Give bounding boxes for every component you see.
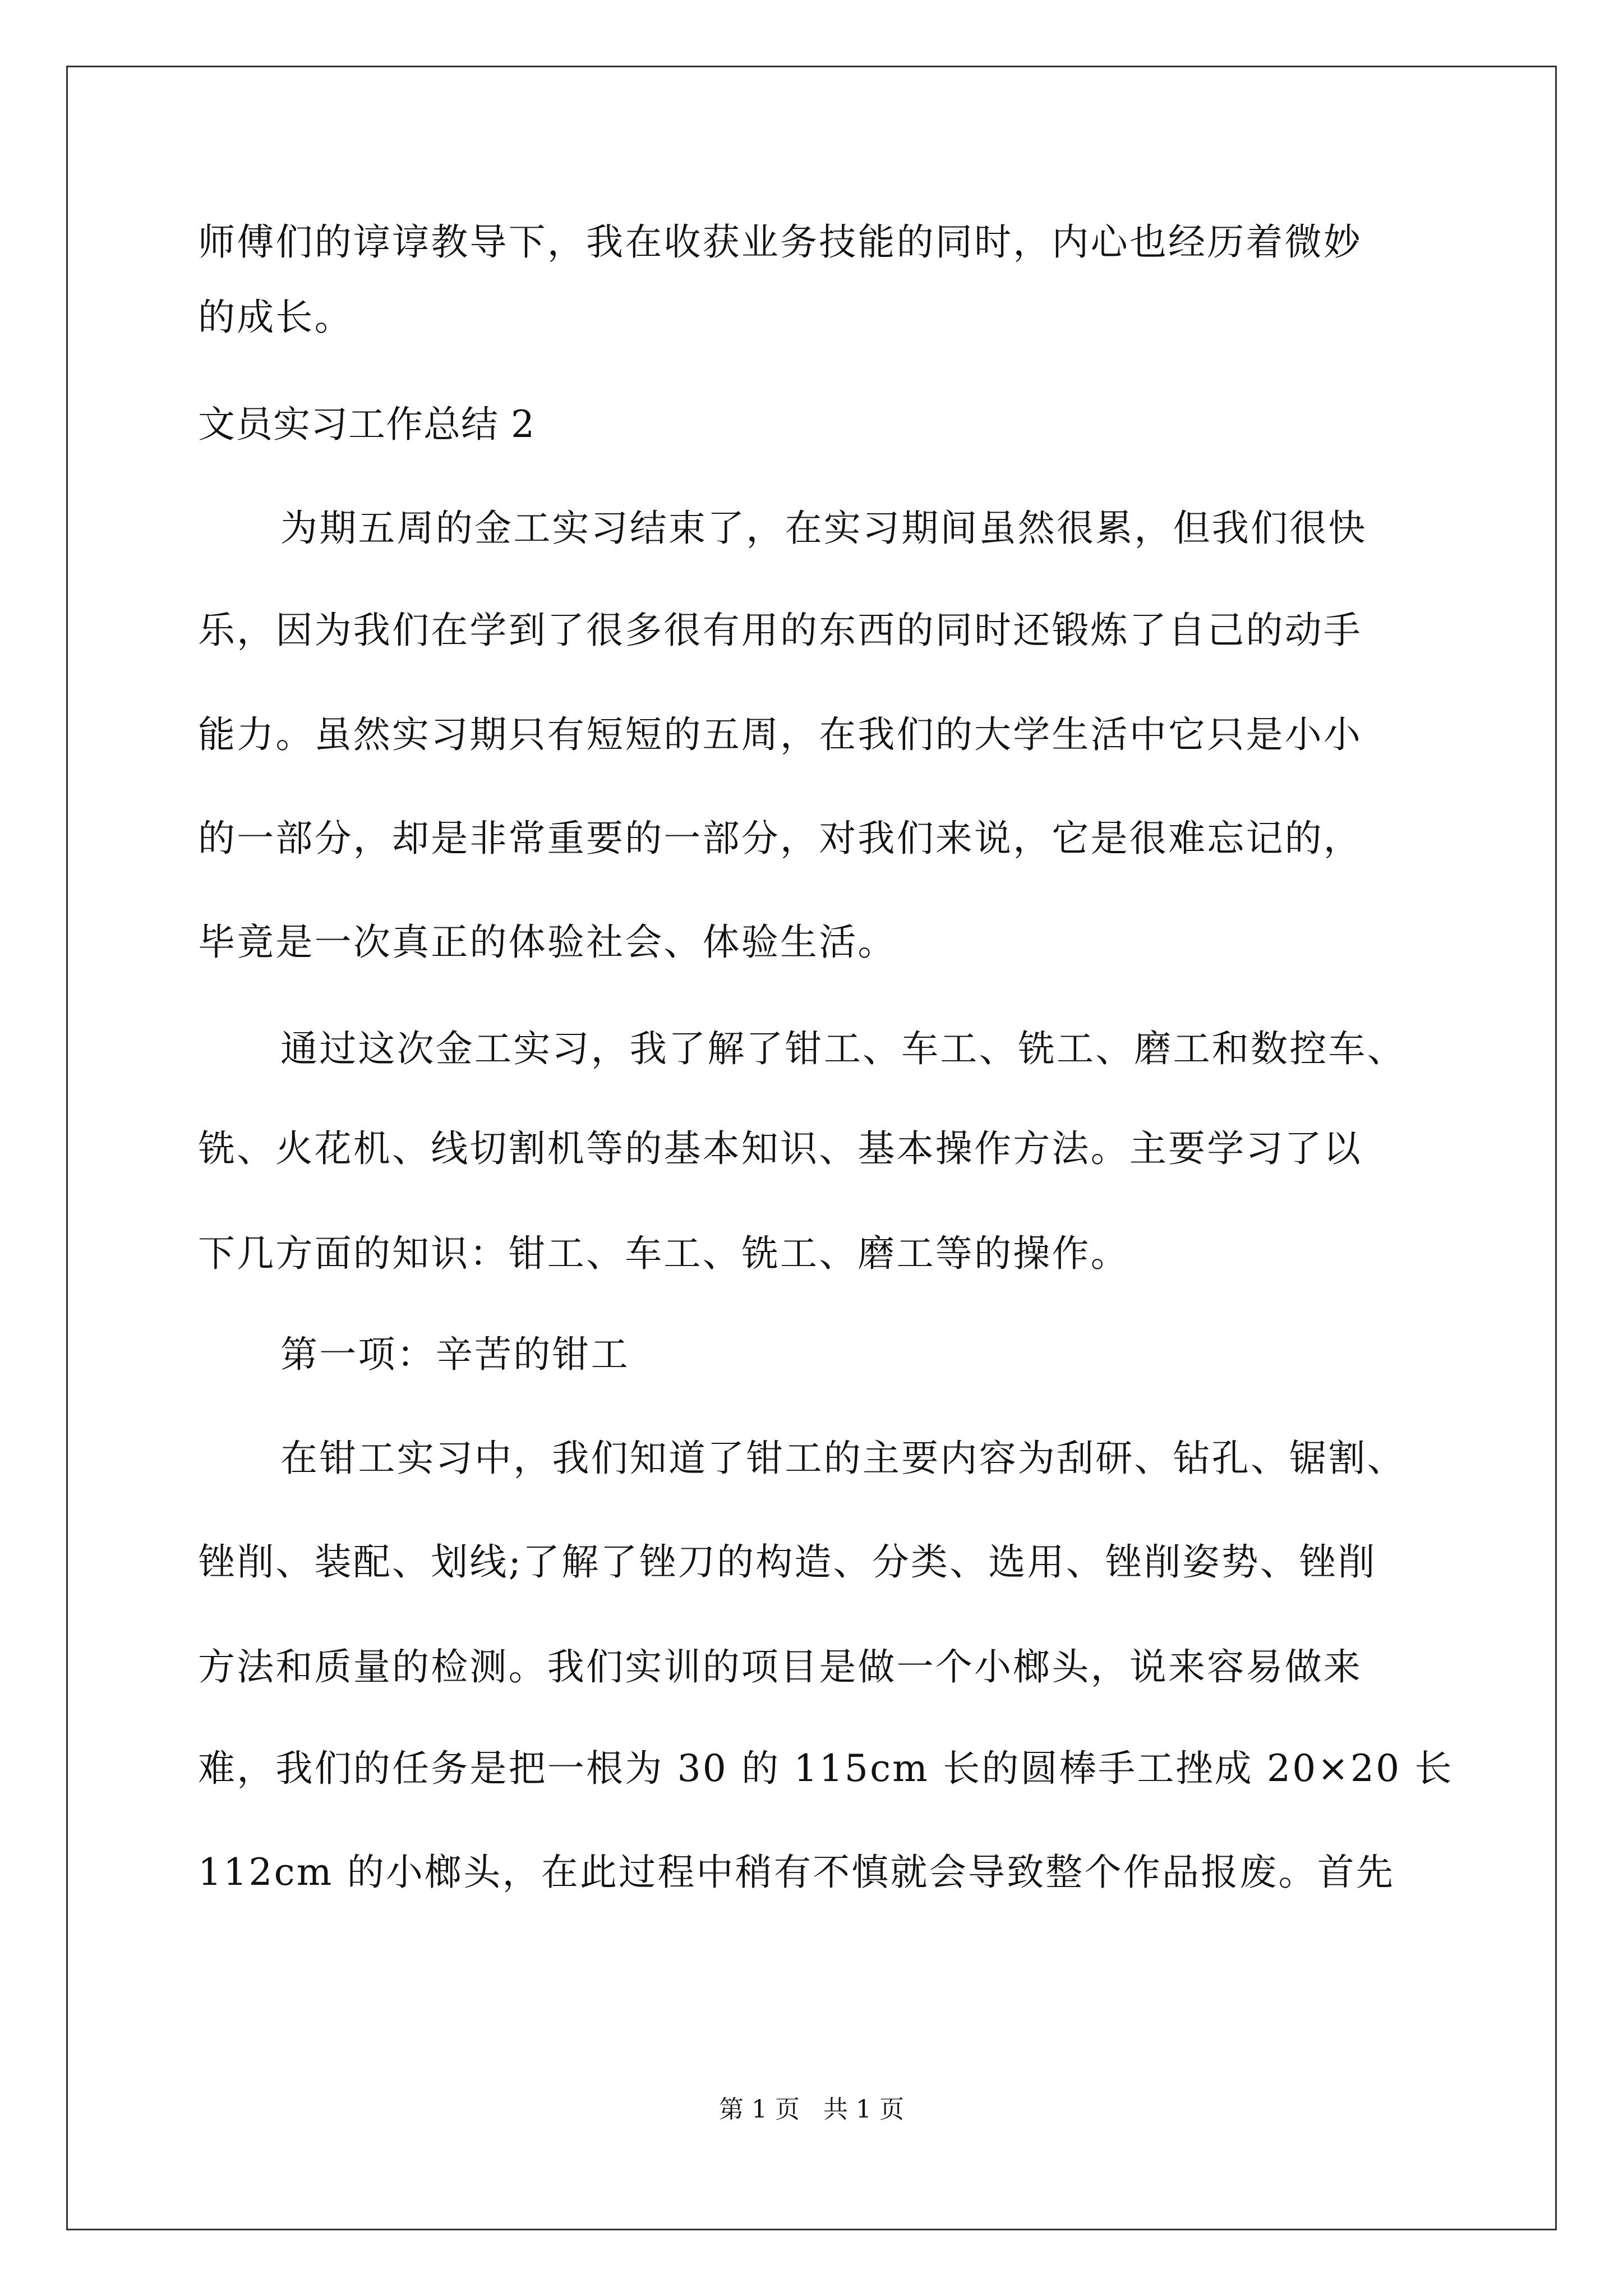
text-line-9: 通过这次金工实习，我了解了钳工、车工、铣工、磨工和数控车、 (280, 1027, 1406, 1070)
text-line-5: 乐，因为我们在学到了很多很有用的东西的同时还锻炼了自己的动手 (198, 609, 1362, 652)
text-line-14: 锉削、装配、划线;了解了锉刀的构造、分类、选用、锉削姿势、锉削 (198, 1540, 1377, 1584)
text-line-17: 112cm 的小榔头，在此过程中稍有不慎就会导致整个作品报废。首先 (198, 1851, 1395, 1894)
section-heading: 文员实习工作总结 2 (198, 403, 535, 446)
subsection-heading: 第一项：辛苦的钳工 (280, 1333, 630, 1376)
text-line-4: 为期五周的金工实习结束了，在实习期间虽然很累，但我们很快 (280, 507, 1367, 550)
page-footer: 第 1 页 共 1 页 (719, 2095, 904, 2124)
text-line-6: 能力。虽然实习期只有短短的五周，在我们的大学生活中它只是小小 (198, 713, 1362, 756)
text-line-7: 的一部分，却是非常重要的一部分，对我们来说，它是很难忘记的， (198, 817, 1362, 860)
text-line-11: 下几方面的知识：钳工、车工、铣工、磨工等的操作。 (198, 1232, 1129, 1275)
text-line-16: 难，我们的任务是把一根为 30 的 115cm 长的圆棒手工挫成 20×20 长 (198, 1747, 1454, 1790)
text-line-15: 方法和质量的检测。我们实训的项目是做一个小榔头，说来容易做来 (198, 1645, 1362, 1688)
text-line-10: 铣、火花机、线切割机等的基本知识、基本操作方法。主要学习了以 (198, 1127, 1362, 1170)
text-line-2: 的成长。 (198, 296, 353, 339)
text-line-8: 毕竟是一次真正的体验社会、体验生活。 (198, 921, 897, 964)
text-line-13: 在钳工实习中，我们知道了钳工的主要内容为刮研、钻孔、锯割、 (280, 1437, 1406, 1480)
text-line-1: 师傅们的谆谆教导下，我在收获业务技能的同时，内心也经历着微妙 (198, 220, 1362, 264)
